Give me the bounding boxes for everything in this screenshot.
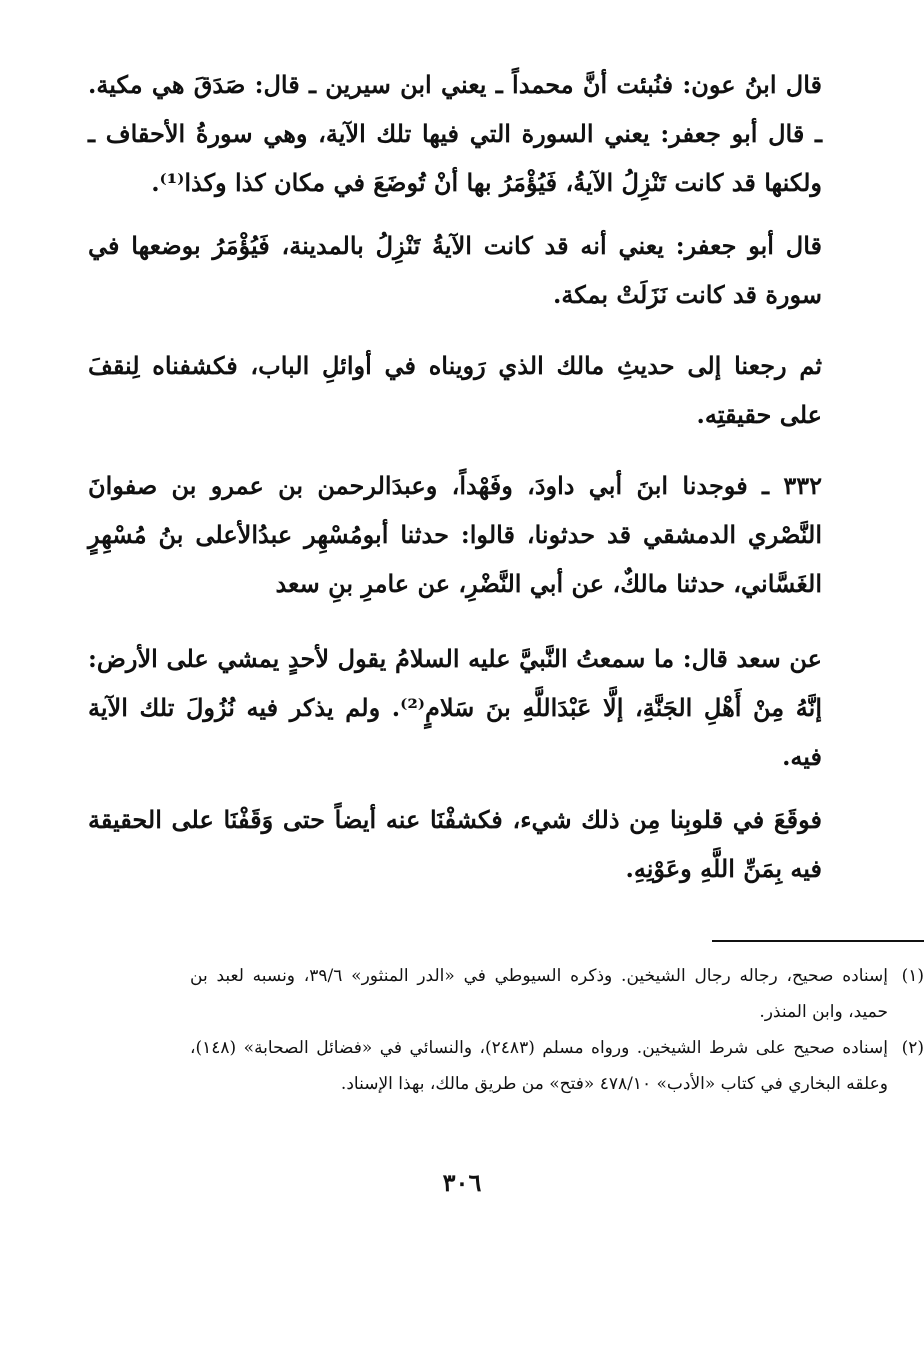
- paragraph-conclusion: فوقَعَ في قلوبِنا مِن ذلك شيء، فكشفْنَا عنه أيضاً حتى وَقَفْنَا على الحقيقة فيه بِمَنِّ اللَّهِ وعَوْنِهِ.: [88, 805, 822, 883]
- footnote-2: [190, 1030, 924, 1102]
- footnote-number: (١): [901, 966, 924, 986]
- footnotes: [190, 958, 924, 1102]
- footnote-number: (٢): [901, 1038, 924, 1058]
- paragraph-abu-jafar-comment: قال أبو جعفر: يعني أنه قد كانت الآيةُ تَنْزِلُ بالمدينة، فَيُؤْمَرُ بوضعها في سورة قد كانت نَزَلَتْ بمكة.: [88, 231, 822, 309]
- paragraph-isnad-332: ٣٣٢ ـ فوجدنا ابنَ أبي داودَ، وفَهْداً، وعبدَالرحمن بن عمرو بن صفوانَ النَّصْري الدمشقي قد حدثونا، قالوا: حدثنا أبومُسْهِر عبدُالأعلى بنُ مُسْهِرٍ الغَسَّاني، حدثنا مالكٌ، عن أبي النَّضْرِ، عن عامرِ بنِ سعد: [88, 471, 822, 598]
- footnote-separator: [712, 940, 924, 942]
- paragraph-return-to-hadith: ثم رجعنا إلى حديثِ مالك الذي رَويناه في أوائلِ الباب، فكشفناه لِنقفَ على حقيقتِه.: [88, 351, 822, 429]
- footnote-text: إسناده صحيح، رجاله رجال الشيخين. وذكره السيوطي في «الدر المنثور» ٣٩/٦، ونسبه لعبد بن حميد، وابن المنذر.: [190, 966, 888, 1022]
- paragraph-saad-hadith: عن سعد قال: ما سمعتُ النَّبيَّ عليه السلامُ يقول لأحدٍ يمشي على الأرض: إنَّهُ مِنْ أَهْلِ الجَنَّةِ، إلَّا عَبْدَاللَّهِ بنَ سَلامٍ⁽²⁾. ولم يذكر فيه نُزُولَ تلك الآية فيه.: [88, 644, 822, 771]
- paragraph-ibn-awn: قال ابنُ عون: فنُبئت أنَّ محمداً ـ يعني ابن سيرين ـ قال: صَدَقَ هي مكية. ـ قال أبو جعفر: يعني السورة التي فيها تلك الآية، وهي سورةُ الأحقاف ـ ولكنها قد كانت تَنْزِلُ الآيةُ، فَيُؤْمَرُ بها أنْ تُوضَعَ في مكان كذا وكذا⁽¹⁾.: [88, 70, 822, 197]
- footnote-text: إسناده صحيح على شرط الشيخين. ورواه مسلم (٢٤٨٣)، والنسائي في «فضائل الصحابة» (١٤٨)، وعلقه البخاري في كتاب «الأدب» ٤٧٨/١٠ «فتح» من طريق مالك، بهذا الإسناد.: [190, 1038, 888, 1094]
- footnote-1: [190, 958, 924, 1030]
- book-page: [88, 60, 822, 1320]
- page-number: ٣٠٦: [442, 1168, 482, 1197]
